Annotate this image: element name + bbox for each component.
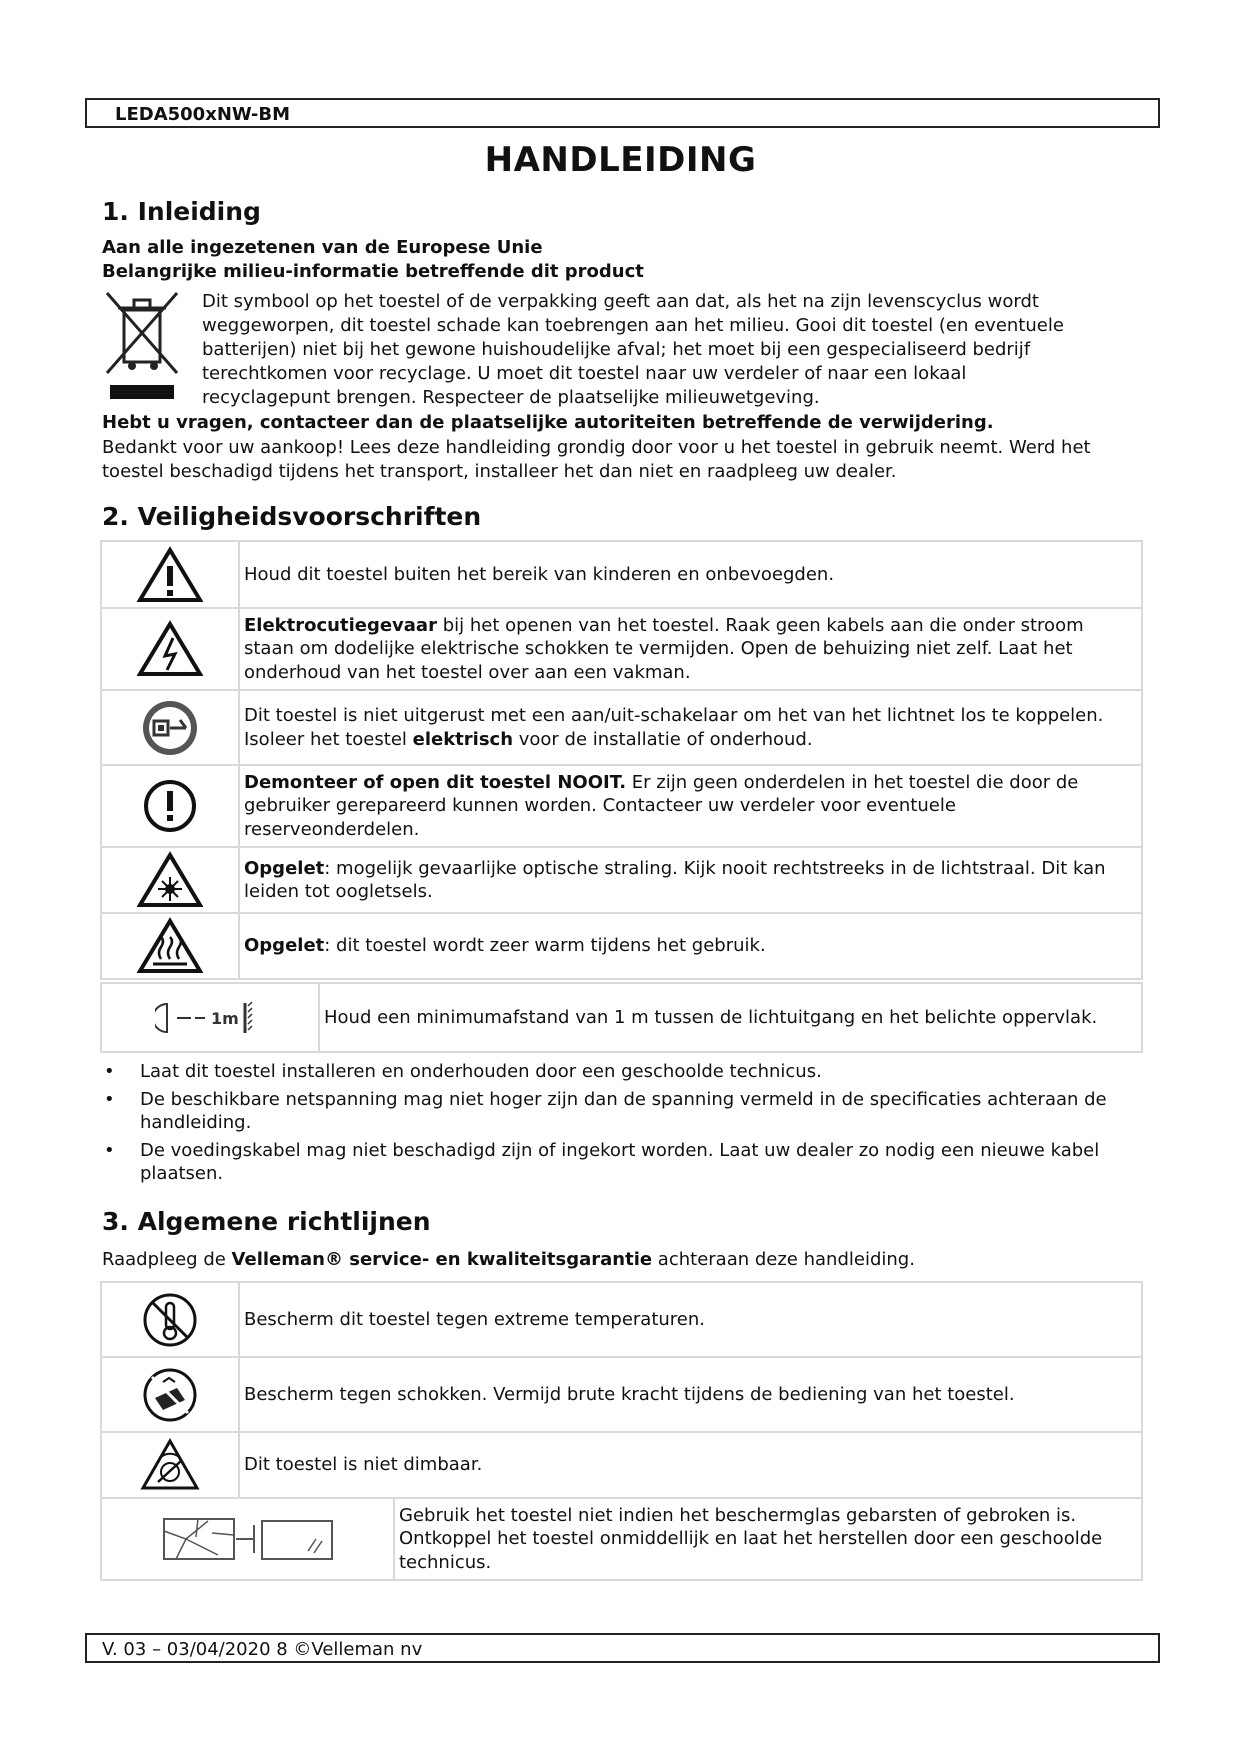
header-box — [85, 98, 1160, 128]
footer-box — [85, 1633, 1160, 1663]
footer-text: V. 03 – 03/04/2020 8 ©Velleman nv — [102, 1639, 423, 1660]
weee-line-4: terechtkomen voor recyclage. U moet dit toestel naar uw verdeler of naar een lokaal — [202, 363, 967, 384]
section1-heading: 1. Inleiding — [102, 197, 261, 226]
thanks-text: Bedankt voor uw aankoop! Lees deze handleiding grondig door voor u het toestel in gebruik neemt. Werd het toestel beschadigd tijdens het transport, installeer het dan niet en raadpleeg uw dealer. — [102, 437, 1091, 482]
list-item: • Laat dit toestel installeren en onderhouden door een geschoolde technicus. — [102, 1060, 1142, 1084]
list-item: • De voedingskabel mag niet beschadigd zijn of ingekort worden. Laat uw dealer zo nodig een nieuwe kabel plaatsen. — [102, 1139, 1142, 1186]
safety-row-1-text: Houd dit toestel buiten het bereik van kinderen en onbevoegden. — [239, 541, 1142, 608]
svg-text:1m: 1m — [211, 1008, 239, 1028]
safety-row-2-text: Elektrocutiegevaar bij het openen van het toestel. Raak geen kabels aan die onder stroom staan om dodelijke elektrische schokken te vermijden. Open de behuizing niet zelf. Laat het onderhoud van het toestel over aan een vakman. — [239, 608, 1142, 690]
safety-row — [101, 913, 1142, 979]
safety-row-5-text: Opgelet: mogelijk gevaarlijke optische straling. Kijk nooit rechtstreeks in de lichtstraal. Dit kan leiden tot oogletsels. — [239, 847, 1142, 913]
optical-radiation-icon — [101, 847, 239, 913]
safety-table — [100, 540, 1143, 980]
guidelines-table — [100, 1281, 1143, 1499]
weee-line-5: recyclagepunt brengen. Respecteer de plaatselijke milieuwetgeving. — [202, 387, 820, 408]
weee-line-3: batterijen) niet bij het gewone huishoudelijke afval; het moet bij een gespecialiseerd bedrijf — [202, 339, 1031, 360]
list-item: • De beschikbare netspanning mag niet hoger zijn dan de spanning vermeld in de specificaties achteraan de handleiding. — [102, 1088, 1142, 1135]
safety-row-6-text: Opgelet: dit toestel wordt zeer warm tijdens het gebruik. — [239, 913, 1142, 979]
eu-residents-heading: Aan alle ingezetenen van de Europese Unie — [102, 237, 543, 258]
exclamation-circle-icon — [101, 765, 239, 847]
guideline-row-3-text: Dit toestel is niet dimbaar. — [239, 1432, 1142, 1498]
min-distance-icon — [101, 983, 319, 1052]
environment-info-heading: Belangrijke milieu-informatie betreffende dit product — [102, 261, 644, 282]
page-title: HANDLEIDING — [484, 140, 757, 180]
guarantee-reference: Raadpleeg de Velleman® service- en kwaliteitsgarantie achteraan deze handleiding. — [102, 1249, 915, 1270]
broken-glass-icon — [101, 1498, 394, 1580]
questions-text: Hebt u vragen, contacteer dan de plaatselijke autoriteiten betreffende de verwijdering. — [102, 412, 994, 433]
electric-shock-icon — [101, 608, 239, 690]
section3-heading: 3. Algemene richtlijnen — [102, 1207, 431, 1236]
safety-row-4-text: Demonteer of open dit toestel NOOIT. Er zijn geen onderdelen in het toestel die door de gebruiker gerepareerd kunnen worden. Contacteer uw verdeler voor eventuele reserveonderdelen. — [239, 765, 1142, 847]
safety-row — [101, 608, 1142, 690]
glass-warning-text: Gebruik het toestel niet indien het beschermglas gebarsten of gebroken is. Ontkoppel het toestel onmiddellijk en laat het herstellen door een geschoolde technicus. — [394, 1498, 1142, 1580]
distance-text: Houd een minimumafstand van 1 m tussen de lichtuitgang en het belichte oppervlak. — [319, 983, 1142, 1052]
not-dimmable-icon — [101, 1432, 239, 1498]
guideline-row-1-text: Bescherm dit toestel tegen extreme temperaturen. — [239, 1282, 1142, 1357]
glass-table — [100, 1497, 1143, 1581]
safety-row-3-text: Dit toestel is niet uitgerust met een aan/uit-schakelaar om het van het lichtnet los te koppelen. Isoleer het toestel elektrisch voor de installatie of onderhoud. — [239, 690, 1142, 765]
disconnect-plug-icon — [101, 690, 239, 765]
section2-heading: 2. Veiligheidsvoorschriften — [102, 502, 482, 531]
safety-row — [101, 847, 1142, 913]
warning-triangle-icon — [101, 541, 239, 608]
safety-bullet-list — [102, 1060, 1142, 1190]
distance-table — [100, 982, 1143, 1053]
no-shocks-icon — [101, 1357, 239, 1432]
weee-bin-icon — [102, 288, 182, 403]
no-extreme-temperature-icon — [101, 1282, 239, 1357]
safety-row — [101, 690, 1142, 765]
weee-line-2: weggeworpen, dit toestel schade kan toebrengen aan het milieu. Gooi dit toestel (en eventuele — [202, 315, 1064, 336]
guideline-row-2-text: Bescherm tegen schokken. Vermijd brute kracht tijdens de bediening van het toestel. — [239, 1357, 1142, 1432]
hot-surface-icon — [101, 913, 239, 979]
safety-row — [101, 765, 1142, 847]
weee-line-1: Dit symbool op het toestel of de verpakking geeft aan dat, als het na zijn levenscyclus wordt — [202, 291, 1039, 312]
safety-row — [101, 541, 1142, 608]
model-number: LEDA500xNW-BM — [115, 104, 291, 125]
